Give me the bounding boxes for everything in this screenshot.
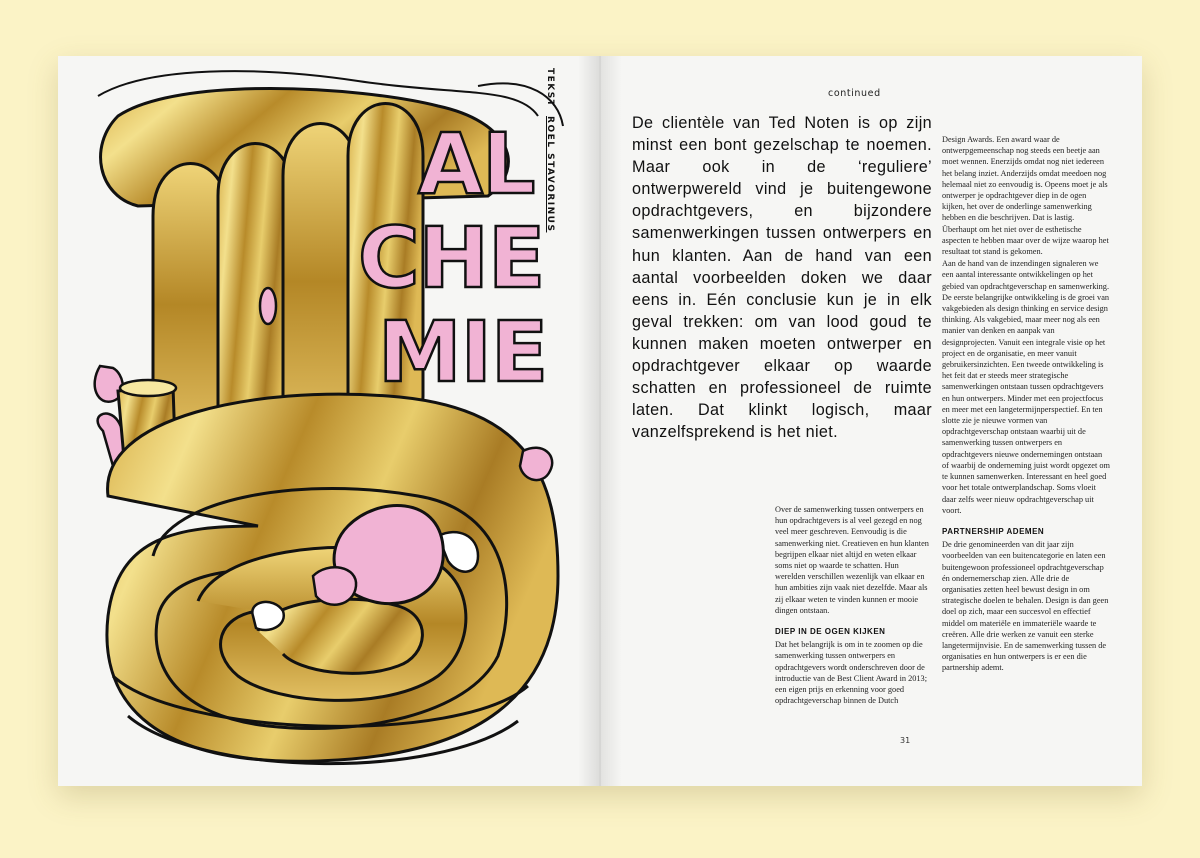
body-paragraph: Design Awards. Een award waar de ontwerpgemeenschap nog steeds een beetje aan moet wennen. Enerzijds omdat nog niet iedereen het belang inziet. Anderzijds omdat meedoen nog helemaal niet zo eenvoudig is. Opeens moet je als ontwerper je opdrachtgever diep in de ogen kijken, het over de onderlinge samenwerking hebben en die beschrijven. Dat is lastig. Überhaupt om het niet over de esthetische aspecten te hebben maar over de wijze waarop het resultaat tot stand is gekomen. [942,135,1109,257]
title-line-3: MIE [378,303,548,401]
section-heading: DIEP IN DE OGEN KIJKEN [775,627,886,637]
intro-paragraph: De clientèle van Ted Noten is op zijn minst een bont gezelschap te noemen. Maar ook in de ‘reguliere’ ontwerpwereld vind je buitengewone opdrachtgevers, en bijzondere samenwerkingen tussen ontwerpers en hun klanten. Aan de hand van een aantal voorbeelden doken we daar eens in. Eén conclusie kun je in elk geval trekken: om van lood goud te kunnen maken moeten ontwerper en opdrachtgever elkaar op waarde schatten en professioneel de ruimte laten. Dat klinkt logisch, maar vanzelfsprekend is het niet. [632,114,932,442]
magazine-spread [58,56,1142,786]
left-page [58,56,600,786]
body-paragraph: Dat het belangrijk is om in te zoomen op die samenwerking tussen ontwerpers en opdrachtgevers wordt onderschreven door de introductie van de Best Client Award in 2013; een eigen prijs en erkenning voor goed opdrachtgeverschap binnen de Dutch [775,640,928,706]
body-paragraph: Aan de hand van de inzendingen signaleren we een aantal interessante ontwikkelingen op het gebied van opdrachtgeverschap en samenwerking. De eerste belangrijke ontwikkeling is de groei van vakgebieden als design thinking en service design thinking. Als vakgebied, maar meer nog als een manier van denken en aanpak van designprojecten. Vanuit een integrale visie op het project en de organisatie, en meer vanuit gebruikersinzichten. Een tweede ontwikkeling is het feit dat er steeds meer strategische samenwerkingen ontstaan tussen opdrachtgevers en hun ontwerpers. Minder met een projectfocus en meer met een langetermijnperspectief. En ten slotte zie je nieuwe vormen van opdrachtgeverschap ontstaan waarbij uit de samenwerking tussen ontwerpers en opdrachtgevers nieuwe ondernemingen ontstaan of waarbij de onderneming juist wordt opgezet om te kunnen samenwerken. Interessant en heel goed voor het totale ontwerplandschap. Soms vloeit daar zelfs weer nieuw opdrachtgeverschap uit voort. [942,259,1110,515]
body-paragraph: De drie genomineerden van dit jaar zijn voorbeelden van een buitencategorie en laten een buitengewoon professioneel opdrachtgeverschap én ondernemerschap zien. Alle drie de organisaties zetten heel bewust design in om strategische doelen te behalen. Design is dan geen doel op zich, maar een succesvol en effectief middel om materiële en immateriële waarde te creëren. Alle drie werken ze vanuit een sterke langetermijnvisie. En de samenwerking tussen de organisaties en hun ontwerpers is er een die partnership ademt. [942,540,1109,673]
byline-author: ROEL STAVORINUS [545,116,555,233]
body-paragraph: Over de samenwerking tussen ontwerpers en hun opdrachtgevers is al veel gezegd en nog veel meer geschreven. Eenvoudig is die samenwerking niet. Creatieven en hun klanten begrijpen elkaar niet altijd en weten elkaar soms niet op waarde te schatten. Hun werelden verschillen wezenlijk van elkaar en hun ambities zijn vaak niet dezelfde. Maar als zij elkaar weten te vinden kunnen er mooie dingen ontstaan. [775,505,929,615]
byline-prefix: TEKST [545,68,555,108]
body-column-a [775,504,931,707]
section-heading: PARTNERSHIP ADEMEN [942,526,1045,536]
right-page [600,56,1142,786]
body-column-b [942,134,1110,675]
title-line-2: CHE [358,209,545,307]
running-head: continued [828,88,881,99]
page-number: 31 [900,736,911,745]
title-line-1: AL [418,115,535,213]
byline [545,68,555,232]
